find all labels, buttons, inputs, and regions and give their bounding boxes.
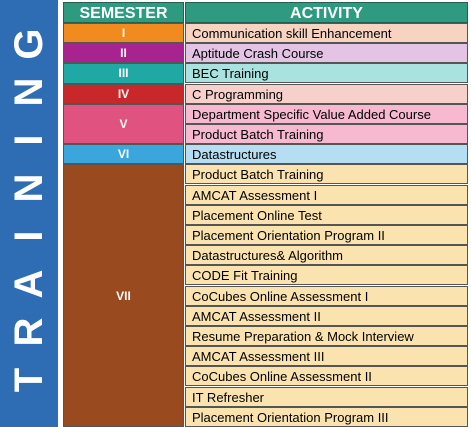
activity-cell: C Programming bbox=[185, 84, 468, 104]
header-semester: SEMESTER bbox=[63, 2, 184, 23]
activity-cell: Placement Orientation Program III bbox=[185, 407, 468, 427]
banner-letter: N bbox=[7, 77, 51, 107]
semester-cell: VII bbox=[63, 164, 184, 427]
banner-letter: T bbox=[7, 367, 51, 393]
activity-cell: Placement Online Test bbox=[185, 205, 468, 225]
semester-cell: I bbox=[63, 23, 184, 43]
banner-letter: A bbox=[7, 269, 51, 299]
header-activity: ACTIVITY bbox=[185, 2, 468, 23]
semester-cell: IV bbox=[63, 84, 184, 104]
activity-cell: IT Refresher bbox=[185, 387, 468, 407]
activity-cell: Resume Preparation & Mock Interview bbox=[185, 326, 468, 346]
semester-cell: VI bbox=[63, 144, 184, 164]
activity-cell: AMCAT Assessment II bbox=[185, 306, 468, 326]
training-banner bbox=[0, 0, 58, 427]
activity-cell: Datastructures& Algorithm bbox=[185, 245, 468, 265]
activity-cell: CoCubes Online Assessment II bbox=[185, 366, 468, 386]
activity-cell: Department Specific Value Added Course bbox=[185, 104, 468, 124]
activity-cell: BEC Training bbox=[185, 63, 468, 83]
activity-cell: Product Batch Training bbox=[185, 124, 468, 144]
activity-cell: AMCAT Assessment I bbox=[185, 185, 468, 205]
activity-cell: Placement Orientation Program II bbox=[185, 225, 468, 245]
banner-letter: N bbox=[7, 173, 51, 203]
banner-letter: I bbox=[7, 230, 51, 242]
banner-letter: G bbox=[7, 28, 51, 60]
activity-cell: CoCubes Online Assessment I bbox=[185, 286, 468, 306]
activity-cell: CODE Fit Training bbox=[185, 265, 468, 285]
activity-cell: AMCAT Assessment III bbox=[185, 346, 468, 366]
activity-cell: Communication skill Enhancement bbox=[185, 23, 468, 43]
semester-cell: III bbox=[63, 63, 184, 83]
banner-letter: I bbox=[7, 134, 51, 146]
activity-cell: Product Batch Training bbox=[185, 164, 468, 184]
semester-cell: II bbox=[63, 43, 184, 63]
semester-cell: V bbox=[63, 104, 184, 144]
banner-letters bbox=[0, 0, 58, 427]
banner-letter: R bbox=[7, 317, 51, 347]
activity-cell: Aptitude Crash Course bbox=[185, 43, 468, 63]
activity-cell: Datastructures bbox=[185, 144, 468, 164]
